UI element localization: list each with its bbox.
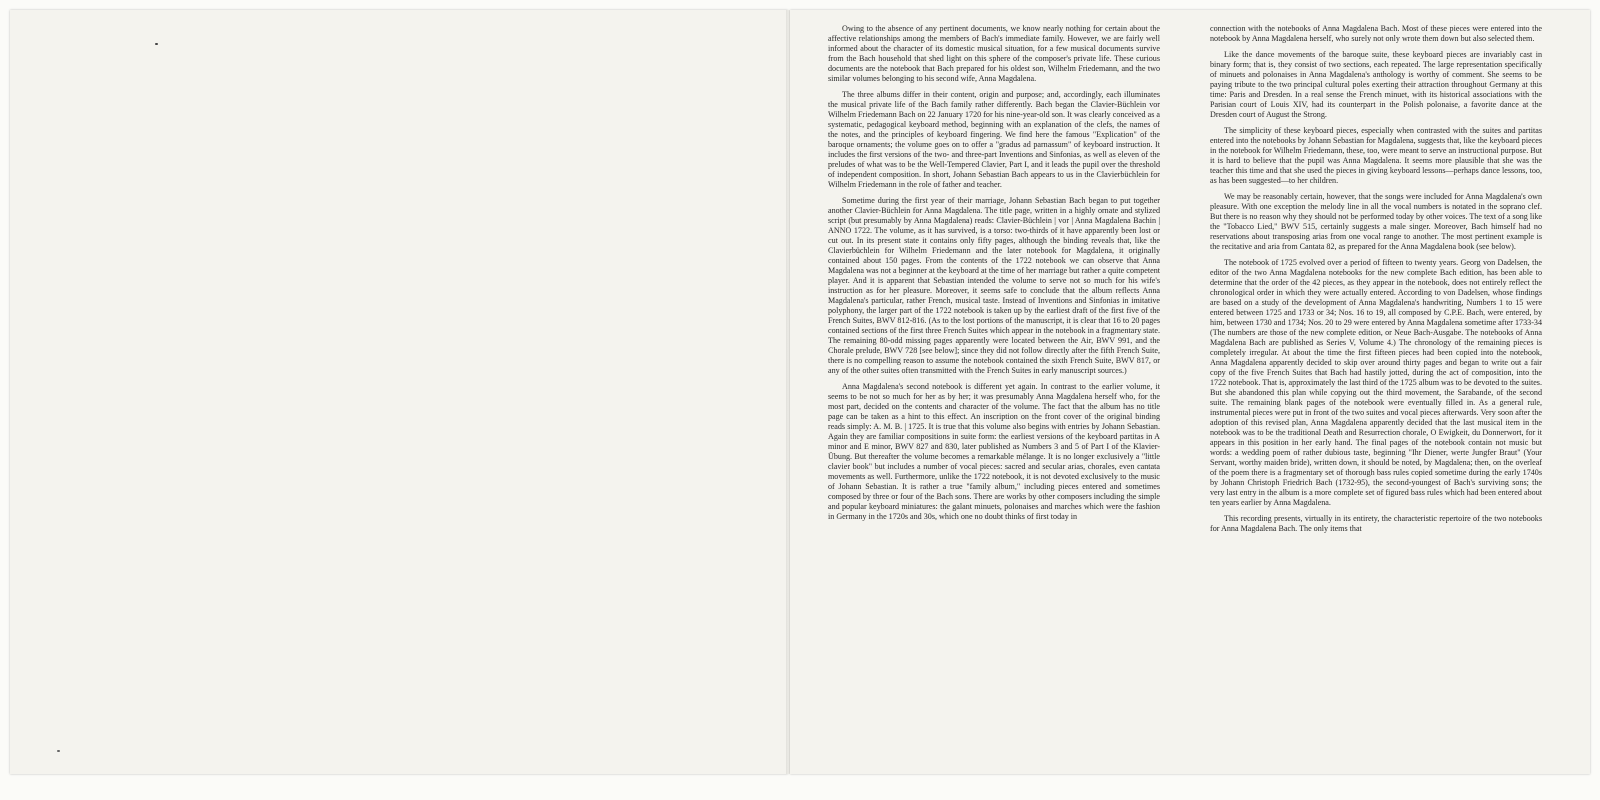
paragraph: This recording presents, virtually in its entirety, the characteristic repertoire of the two notebooks for Anna Magdalena Bach. The only items that xyxy=(1210,514,1542,533)
text-column-left xyxy=(828,24,1160,528)
paragraph: The simplicity of these keyboard pieces, especially when contrasted with the suites and partitas entered into the notebooks by Johann Sebastian for Magdalena, suggests that, like the keyboard pieces in the notebook for Wilhelm Friedemann, these, too, were meant to serve an instructional purpose. But it is hard to believe that the pupil was Anna Magdalena. It seems more plausible that she was the teacher this time and that she used the pieces in giving keyboard lessons—perhaps dance lessons, too, as has been suggested—to her children. xyxy=(1210,126,1542,185)
paragraph: The three albums differ in their content, origin and purpose; and, accordingly, each illuminates the musical private life of the Bach family rather differently. Bach began the Clavier-Büchlein vor Wilhelm Friedemann Bach on 22 January 1720 for his nine-year-old son. It was clearly conceived as a systematic, pedagogical keyboard method, beginning with an explanation of the clefs, the names of the notes, and the principles of keyboard fingering. We find here the famous "Explication" of the baroque ornaments; the volume goes on to offer a "gradus ad parnassum" of keyboard instruction. It includes the first versions of the two- and three-part Inventions and Sinfonias, as well as eleven of the preludes of what was to be the Well-Tempered Clavier, Part I, and it leads the pupil over the threshold of independent composition. In short, Johann Sebastian Bach appears to us in the Clavierbüchlein for Wilhelm Friedemann in the role of father and teacher. xyxy=(828,90,1160,189)
paragraph: Owing to the absence of any pertinent documents, we know nearly nothing for certain about the affective relationships among the members of Bach's immediate family. However, we are fairly well informed about the character of its domestic musical situation, for a few musical documents survive from the Bach household that shed light on this sphere of the composer's private life. These curious documents are the notebook that Bach prepared for his oldest son, Wilhelm Friedemann, and the two similar volumes belonging to his second wife, Anna Magdalena. xyxy=(828,24,1160,83)
paragraph: We may be reasonably certain, however, that the songs were included for Anna Magdalena's own pleasure. With one exception the melody line in all the vocal numbers is notated in the soprano clef. But there is no reason why they should not be performed today by other voices. The text of a song like the "Tobacco Lied," BWV 515, certainly suggests a male singer. Moreover, Bach himself had no reservations about transposing arias from one vocal range to another. The most pertinent example is the recitative and aria from Cantata 82, as prepared for the Anna Magdalena book (see below). xyxy=(1210,192,1542,251)
paragraph: Like the dance movements of the baroque suite, these keyboard pieces are invariably cast in binary form; that is, they consist of two sections, each repeated. The large representation specifically of minuets and polonaises in Anna Magdalena's anthology is worthy of comment. She seems to be paying tribute to the two principal cultural poles exerting their attraction throughout Germany at this time: Paris and Dresden. In a real sense the French minuet, with its historical associations with the Parisian court of Louis XIV, had its counterpart in the Polish polonaise, a favorite dance at the Dresden court of August the Strong. xyxy=(1210,50,1542,119)
paragraph: The notebook of 1725 evolved over a period of fifteen to twenty years. Georg von Dadelsen, the editor of the two Anna Magdalena notebooks for the new complete Bach edition, has been able to determine that the order of the 42 pieces, as they appear in the notebook, does not entirely reflect the chronological order in which they were actually entered. According to von Dadelsen, whose findings are based on a study of the development of Anna Magdalena's handwriting, Numbers 1 to 15 were entered between 1725 and 1733 or 34; Nos. 16 to 19, all composed by C.P.E. Bach, were entered, by him, between 1730 and 1734; Nos. 20 to 29 were entered by Anna Magdalena sometime after 1733-34 (The numbers are those of the new complete edition, or Neue Bach-Ausgabe. The notebooks of Anna Magdalena Bach are published as Series V, Volume 4.) The chronology of the remaining pieces is completely irregular. At about the time the first fifteen pieces had been copied into the notebook, Anna Magdalena apparently decided to skip over around thirty pages and began to write out a fair copy of the five French Suites that Bach had hastily jotted, during the act of composition, into the 1722 notebook. That is, approximately the last third of the 1725 album was to be devoted to the suites. But she abandoned this plan while copying out the third movement, the Sarabande, of the second suite. The remaining blank pages of the notebook were eventually filled in. As a general rule, instrumental pieces were put in front of the two suites and vocal pieces afterwards. Very soon after the adoption of this revised plan, Anna Magdalena apparently decided that the last musical item in the notebook was to be the traditional Death and Resurrection chorale, O Ewigkeit, du Donnerwort, for it appears in this position in her early hand. The final pages of the notebook contain not music but words: a wedding poem of rather dubious taste, beginning "Ihr Diener, werte Jungfer Braut" (Your Servant, worthy maiden bride), written down, it should be noted, by Magdalena; then, on the overleaf of the poem there is a fragmentary set of thorough bass rules copied sometime during the early 1740s by Johann Christoph Friedrich Bach (1732-95), the second-youngest of Bach's surviving sons; the very last entry in the album is a more complete set of figured bass rules which had been entered about ten years earlier by Anna Magdalena. xyxy=(1210,258,1542,507)
left-page-blank xyxy=(10,10,788,774)
paper-speck xyxy=(155,43,158,45)
paragraph: Sometime during the first year of their marriage, Johann Sebastian Bach began to put together another Clavier-Büchlein for Anna Magdalena. The title page, written in a highly ornate and stylized script (but presumably by Anna Magdalena) reads: Clavier-Büchlein | vor | Anna Magdalena Bachin | ANNO 1722. The volume, as it has survived, is a torso: two-thirds of it have apparently been lost or cut out. In its present state it contains only fifty pages, although the binding reveals that, like the Clavierbüchlein for Wilhelm Friedemann and the later notebook for Magdalena, it originally contained about 150 pages. From the contents of the 1722 notebook we can observe that Anna Magdalena was not a beginner at the keyboard at the time of her marriage but rather a quite competent player. And it is apparent that Sebastian intended the volume to serve not so much for his wife's instruction as for her pleasure. Moreover, it seems safe to conclude that the album reflects Anna Magdalena's particular, rather French, musical taste. Instead of Inventions and Sinfonias in imitative polyphony, the larger part of the 1722 notebook is taken up by the earliest draft of the first five of the French Suites, BWV 812-816. (As to the lost portions of the manuscript, it is clear that 16 to 20 pages contained sections of the first three French Suites which appear in the notebook in a fragmentary state. The remaining 80-odd missing pages apparently were located between the Air, BWV 991, and the Chorale prelude, BWV 728 [see below]; since they did not follow directly after the fifth French Suite, there is no compelling reason to assume the notebook contained the sixth French Suite, BWV 817, or any of the other suites often transmitted with the French Suites in early manuscript sources.) xyxy=(828,196,1160,375)
paragraph: connection with the notebooks of Anna Magdalena Bach. Most of these pieces were entered into the notebook by Anna Magdalena herself, who surely not only wrote them down but also selected them. xyxy=(1210,24,1542,43)
paragraph: Anna Magdalena's second notebook is different yet again. In contrast to the earlier volume, it seems to be not so much for her as by her; it was presumably Anna Magdalena herself who, for the most part, decided on the contents and character of the volume. The fact that the album has no title page can be taken as a hint to this effect. An inscription on the front cover of the original binding reads simply: A. M. B. | 1725. It is true that this volume also begins with entries by Johann Sebastian. Again they are familiar compositions in suite form: the earliest versions of the keyboard partitas in A minor and E minor, BWV 827 and 830, later published as Numbers 3 and 5 of Part I of the Klavier-Übung. But thereafter the volume becomes a remarkable mélange. It is no longer exclusively a "little clavier book" but includes a number of vocal pieces: sacred and secular arias, chorales, even cantata movements as well. Furthermore, unlike the 1722 notebook, it is not devoted exclusively to the music of Johann Sebastian. It is rather a true "family album," including pieces entered and sometimes composed by three or four of the Bach sons. There are works by other composers including the simple and popular keyboard miniatures: the galant minuets, polonaises and marches which were the fashion in Germany in the 1720s and 30s, which one no doubt thinks of first today in xyxy=(828,382,1160,521)
text-column-right xyxy=(1210,24,1542,540)
paper-speck xyxy=(57,750,60,752)
